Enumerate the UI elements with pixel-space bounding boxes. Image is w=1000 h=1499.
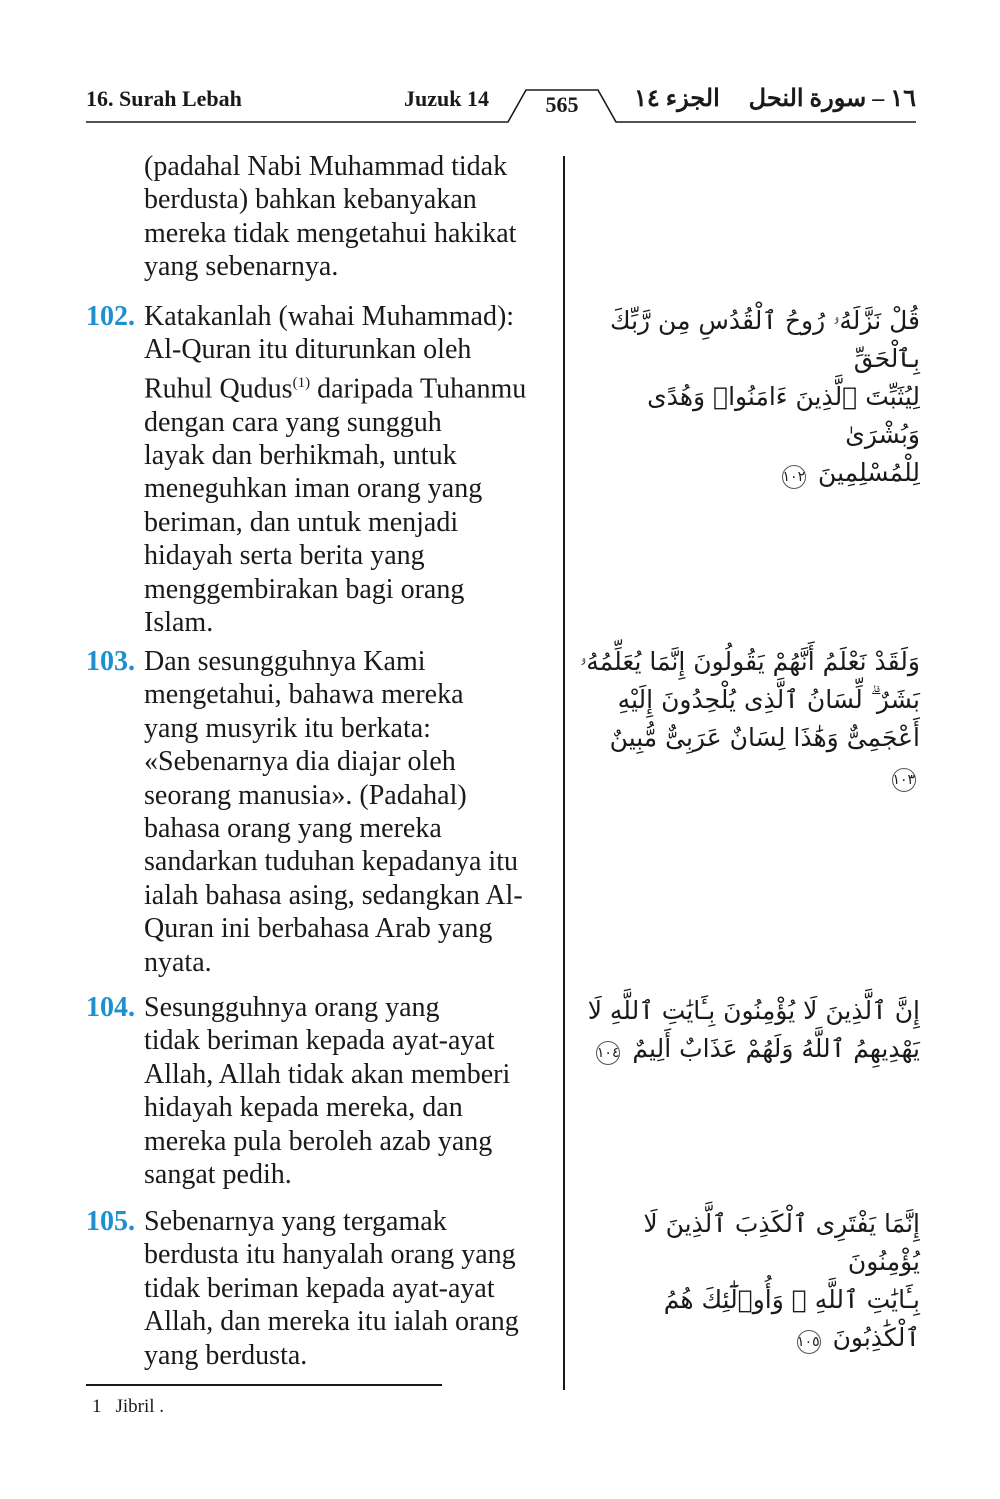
- verse-translation-103: Dan sesungguhnya Kami mengetahui, bahawa mereka yang musyrik itu berkata: «Sebenarnya dia diajar oleh seorang manusia». (Padahal) bahasa orang yang mereka sandarkan tuduhan kepadanya itu ialah bahasa asing, sedangkan Al- Quran ini berbahasa Arab yang nyata.: [144, 646, 523, 978]
- verse-arabic-104: [580, 992, 920, 1068]
- surah-name-latin: 16. Surah Lebah: [86, 86, 242, 111]
- verse-number-102: 102.: [86, 301, 135, 332]
- ayah-end-marker-103: ١٠٣: [892, 768, 916, 792]
- verse-arabic-105-text: إِنَّمَا يَفْتَرِى ٱلْكَذِبَ ٱلَّذِينَ لَا يُؤْمِنُونَ بِـَٔايَٰتِ ٱللَّهِ ۖ وَأُو۟لَٰٓئِكَ هُمُ ٱلْكَٰذِبُونَ: [643, 1209, 920, 1352]
- page-number: 565: [545, 92, 579, 117]
- verse-translation-105: Sebenarnya yang tergamak berdusta itu hanyalah orang yang tidak beriman kepada ayat-ayat Allah, dan mereka itu ialah orang yang berdusta.: [144, 1206, 519, 1371]
- verse-translation-104: Sesungguhnya orang yang tidak beriman kepada ayat-ayat Allah, Allah tidak akan memberi hidayah kepada mereka, dan mereka pula beroleh azab yang sangat pedih.: [144, 992, 511, 1191]
- footnote-number: 1: [92, 1396, 102, 1417]
- footnote-rule: [86, 1384, 442, 1386]
- surah-name-arabic: ١٦ – سورة النحل: [748, 86, 916, 112]
- footnote-text: Jibril .: [115, 1396, 165, 1417]
- verse-arabic-105: [580, 1205, 920, 1357]
- verse-arabic-102-text: قُلْ نَزَّلَهُۥ رُوحُ ٱلْقُدُسِ مِن رَّبِّكَ بِٱلْحَقِّ لِيُثَبِّتَ ٱلَّذِينَ ءَامَنُوا۟ وَهُدًى وَبُشْرَىٰ لِلْمُسْلِمِينَ: [610, 306, 920, 487]
- column-divider: [563, 156, 565, 1390]
- continuation-text: (padahal Nabi Muhammad tidak berdusta) bahkan kebanyakan mereka tidak mengetahui hakikat yang sebenarnya.: [144, 151, 517, 283]
- ayah-end-marker-102: ١٠٢: [782, 465, 806, 489]
- verse-number-104: 104.: [86, 992, 135, 1023]
- verse-arabic-102: [580, 302, 920, 492]
- verse-arabic-103: [580, 643, 920, 795]
- ayah-end-marker-105: ١٠٥: [797, 1330, 821, 1354]
- page-header: [86, 80, 916, 125]
- ayah-end-marker-104: ١٠٤: [596, 1041, 620, 1065]
- verse-translation-102: [144, 300, 559, 639]
- footnote-ref: (1): [292, 374, 311, 391]
- juz-label-arabic: الجزء ١٤: [634, 86, 720, 112]
- juzuk-label: Juzuk 14: [404, 86, 489, 111]
- verse-number-105: 105.: [86, 1206, 135, 1237]
- verse-translation-102-part1: Katakanlah (wahai Muhammad): Al-Quran itu diturunkan oleh Ruhul Qudus: [144, 301, 515, 405]
- footnote: [92, 1396, 164, 1418]
- verse-arabic-104-text: إِنَّ ٱلَّذِينَ لَا يُؤْمِنُونَ بِـَٔايَٰتِ ٱللَّهِ لَا يَهْدِيهِمُ ٱللَّهُ وَلَهُمْ عَذَابٌ أَلِيمٌ: [587, 996, 920, 1063]
- verse-arabic-103-text: وَلَقَدْ نَعْلَمُ أَنَّهُمْ يَقُولُونَ إِنَّمَا يُعَلِّمُهُۥ بَشَرٌ ۗ لِّسَانُ ٱلَّذِى يُلْحِدُونَ إِلَيْهِ أَعْجَمِىٌّ وَهَٰذَا لِسَانٌ عَرَبِىٌّ مُّبِينٌ: [580, 647, 920, 752]
- verse-number-103: 103.: [86, 646, 135, 677]
- verse-translation-102-part2: daripada Tuhanmu dengan cara yang sungguh layak dan berhikmah, untuk meneguhkan iman orang yang beriman, dan untuk menjadi hidayah serta berita yang menggembirakan bagi orang Islam.: [144, 373, 527, 638]
